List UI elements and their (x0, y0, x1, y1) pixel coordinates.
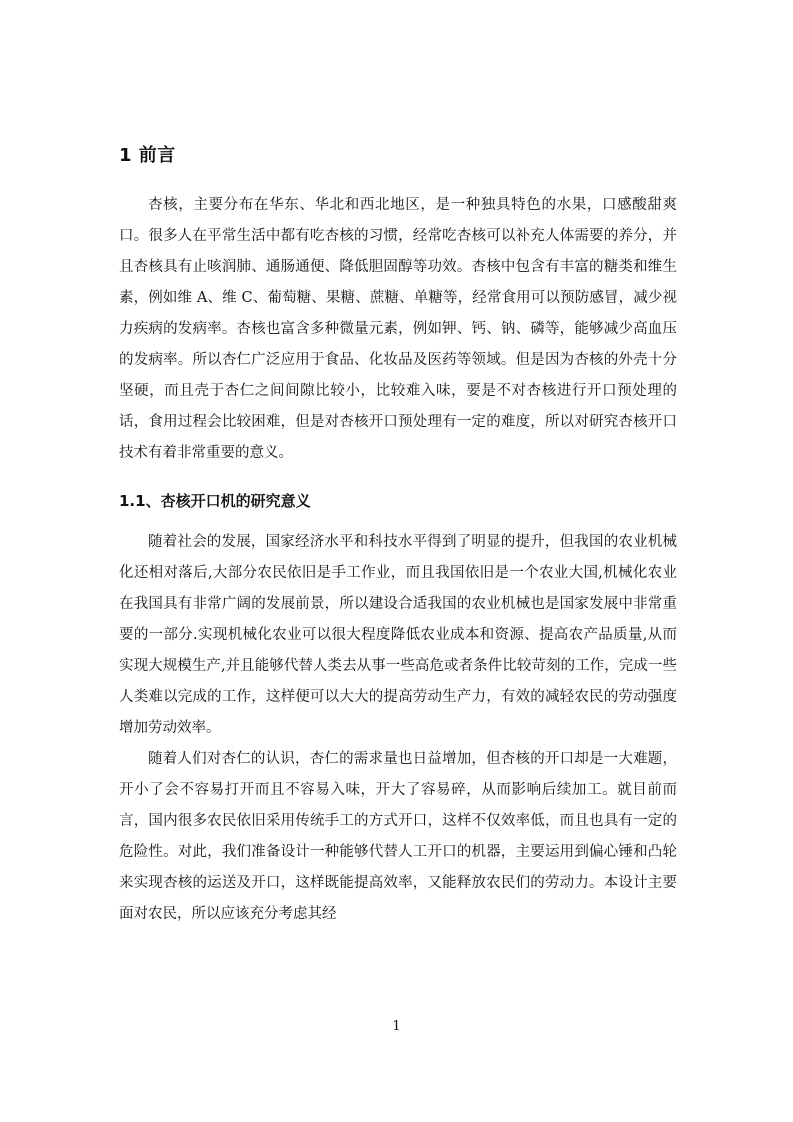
body-paragraph-1: 杏核，主要分布在华东、华北和西北地区，是一种独具特色的水果，口感酸甜爽口。很多人在平常生活中都有吃杏核的习惯，经常吃杏核可以补充人体需要的养分，并且杏核具有止咳润肺、通肠通便、降低胆固醇等功效。杏核中包含有丰富的糖类和维生素，例如维 A、维 C、葡萄糖、果糖、蔗糖、单糖等，经常食用可以预防感冒，减少视力疾病的发病率。杏核也富含多种微量元素，例如钾、钙、钠、磷等，能够减少高血压的发病率。所以杏仁广泛应用于食品、化妆品及医药等领域。但是因为杏核的外壳十分坚硬，而且壳于杏仁之间间隙比较小，比较难入味，要是不对杏核进行开口预处理的话，食用过程会比较困难，但是对杏核开口预处理有一定的难度，所以对研究杏核开口技术有着非常重要的意义。 (119, 197, 677, 461)
body-paragraph-3: 随着人们对杏仁的认识，杏仁的需求量也日益增加，但杏核的开口却是一大难题，开小了会不容易打开而且不容易入味，开大了容易碎，从而影响后续加工。就目前而言，国内很多农民依旧采用传统手工的方式开口，这样不仅效率低，而且也具有一定的危险性。对此，我们准备设计一种能够代替人工开口的机器，主要运用到偏心锤和凸轮来实现杏核的运送及开口，这样既能提高效率，又能释放农民们的劳动力。本设计主要面对农民，所以应该充分考虑其经 (119, 751, 677, 922)
page-content (119, 142, 677, 930)
body-paragraph-2: 随着社会的发展，国家经济水平和科技水平得到了明显的提升，但我国的农业机械化还相对落后,大部分农民依旧是手工作业，而且我国依旧是一个农业大国,机械化农业在我国具有非常广阔的发展前景，所以建设合适我国的农业机械也是国家发展中非常重要的一部分.实现机械化农业可以很大程度降低农业成本和资源、提高农产品质量,从而实现大规模生产,并且能够代替人类去从事一些高危或者条件比较苛刻的工作，完成一些人类难以完成的工作，这样便可以大大的提高劳动生产力，有效的减轻农民的劳动强度增加劳动效率。 (119, 534, 677, 736)
page-number: 1 (392, 1019, 401, 1034)
section-heading-1-1: 1.1、杏核开口机的研究意义 (119, 492, 311, 510)
section-heading-1: 1 前言 (119, 145, 176, 166)
